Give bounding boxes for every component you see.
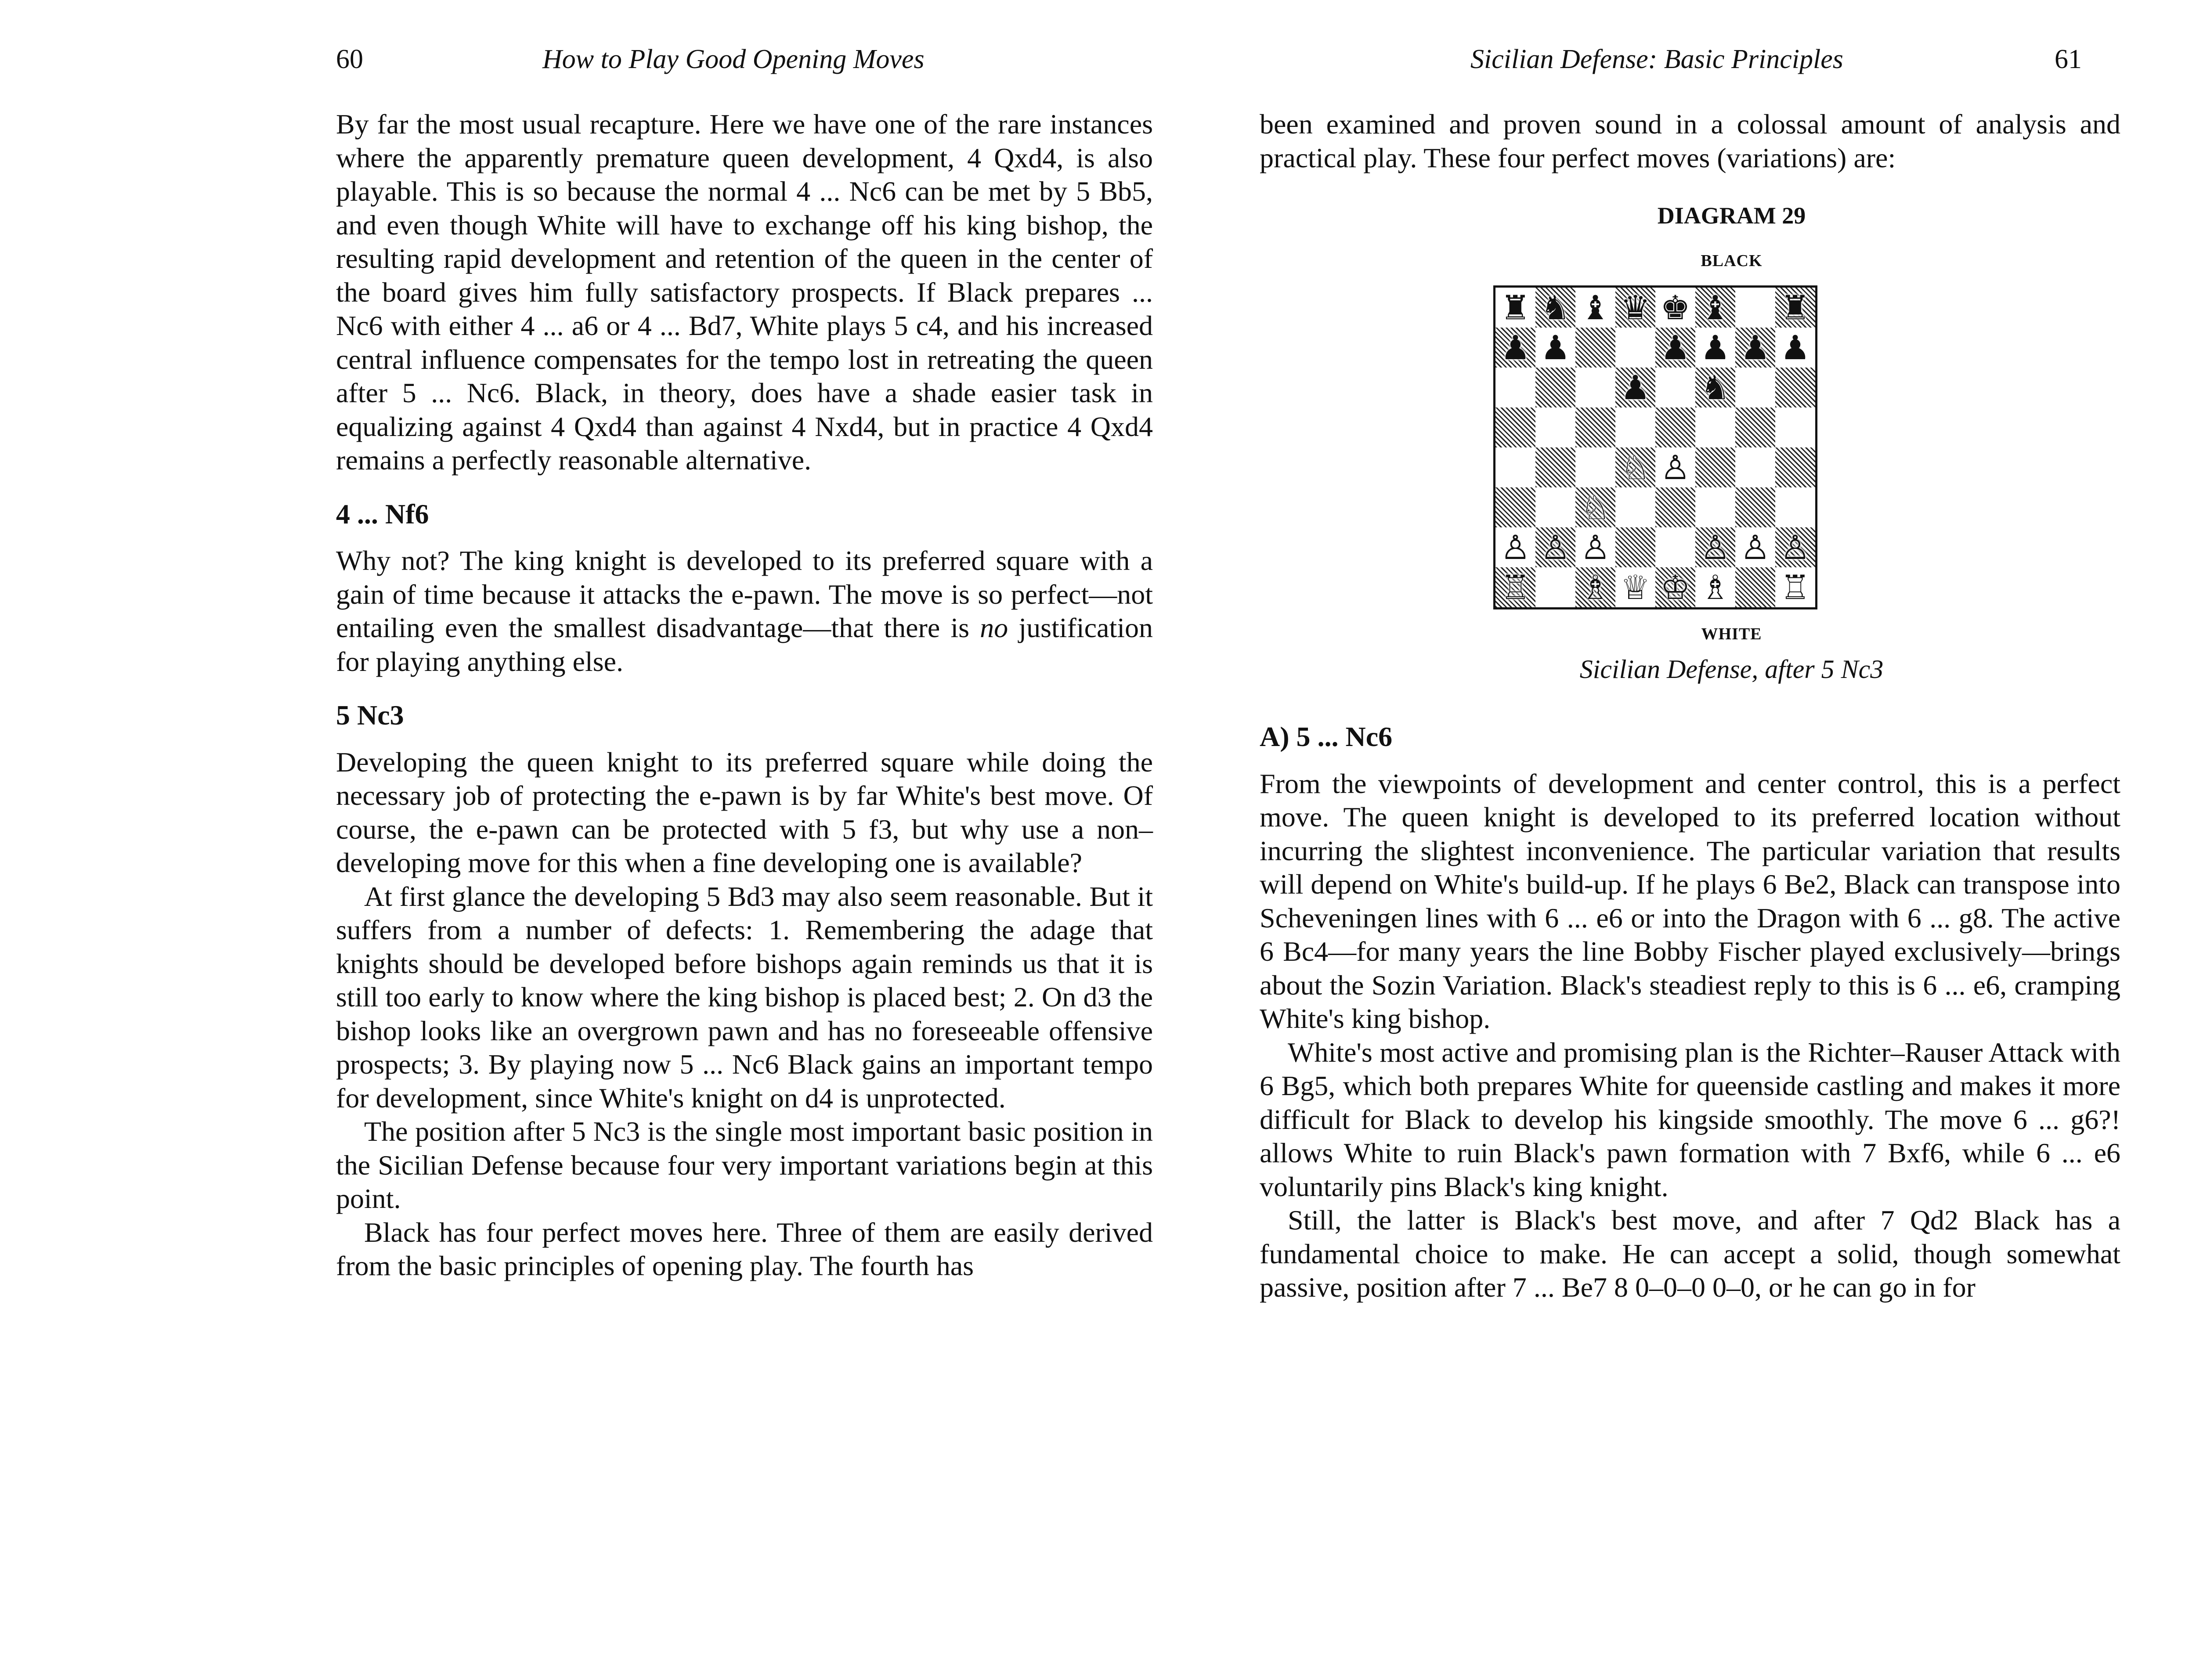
chess-piece: ♙ xyxy=(1700,527,1730,567)
diagram-caption: Sicilian Defense, after 5 Nc3 xyxy=(1579,655,1884,684)
chess-piece: ♘ xyxy=(1620,447,1651,487)
diagram-label-black: BLACK xyxy=(1701,252,1763,270)
square-c4 xyxy=(1575,447,1615,487)
square-e4 xyxy=(1655,447,1695,487)
square-a7 xyxy=(1495,328,1535,368)
chess-piece: ♝ xyxy=(1700,288,1730,327)
left-running-title: How to Play Good Opening Moves xyxy=(542,44,925,74)
paragraph-nc6-3: Still, the latter is Black's best move, and after 7 Qd2 Black has a fundamental choice to make. He can accept a solid, though somewhat passive, position after 7 ... Be7 8 0–0–0 0–0, or he can go in for xyxy=(1260,1204,2120,1303)
paragraph-recapture: By far the most usual recapture. Here we have one of the rare instances where the apparently premature queen development, 4 Qxd4, is also playable. This is so because the normal 4 ... Nc6 can be met by 5 Bb5, and even though White will have to exchange off his king bishop, the resulting rapid development and retention of the queen in the center of the board gives him fully satisfactory prospects. If Black prepares ... Nc6 with either 4 ... a6 or 4 ... Bd7, White plays 5 c4, and his increased central influence compensates for the tempo lost in retreating the queen after 5 ... Nc6. Black, in theory, does have a shade easier task in equalizing against 4 Qxd4 than against 4 Nxd4, but in practice 4 Qxd4 remains a perfectly reasonable alternative. xyxy=(336,108,1153,476)
square-g8 xyxy=(1735,288,1775,328)
square-d5 xyxy=(1615,407,1655,447)
paragraph-nf6: Why not? The king knight is developed to its preferred square with a gain of time because it attacks the e-pawn. The move is so perfect—not entailing even the smallest disadvantage—that there is no justification for playing anything else. xyxy=(336,545,1153,677)
chess-piece: ♙ xyxy=(1660,447,1690,487)
chess-piece: ♞ xyxy=(1700,368,1730,407)
square-d4 xyxy=(1615,447,1655,487)
chess-piece: ♞ xyxy=(1540,288,1571,327)
square-f7 xyxy=(1695,328,1735,368)
square-b8 xyxy=(1535,288,1575,328)
paragraph-nc3-3: The position after 5 Nc3 is the single most important basic position in the Sicilian Defense because four very important variations begin at this point. xyxy=(336,1116,1153,1214)
diagram-label-white: WHITE xyxy=(1701,625,1762,643)
right-running-title: Sicilian Defense: Basic Principles xyxy=(1470,44,1843,74)
square-d1 xyxy=(1615,567,1655,607)
diagram-title: DIAGRAM 29 xyxy=(1657,202,1806,229)
square-g6 xyxy=(1735,368,1775,407)
chess-piece: ♟ xyxy=(1500,328,1531,367)
chess-piece: ♙ xyxy=(1780,527,1810,567)
paragraph-nc3-4: Black has four perfect moves here. Three of them are easily derived from the basic principles of opening play. The fourth has xyxy=(336,1216,1153,1281)
square-c7 xyxy=(1575,328,1615,368)
square-g5 xyxy=(1735,407,1775,447)
square-d7 xyxy=(1615,328,1655,368)
chess-piece: ♟ xyxy=(1620,368,1651,407)
square-e2 xyxy=(1655,527,1695,567)
chess-piece: ♟ xyxy=(1700,328,1730,367)
square-g4 xyxy=(1735,447,1775,487)
square-h5 xyxy=(1775,407,1815,447)
square-e1 xyxy=(1655,567,1695,607)
square-d8 xyxy=(1615,288,1655,328)
chess-piece: ♕ xyxy=(1620,567,1651,607)
square-g3 xyxy=(1735,487,1775,527)
chess-piece: ♙ xyxy=(1500,527,1531,567)
square-c8 xyxy=(1575,288,1615,328)
square-d3 xyxy=(1615,487,1655,527)
paragraph-nc3-2: At first glance the developing 5 Bd3 may also seem reasonable. But it suffers from a number of defects: 1. Remembering the adage that knights should be developed before bishops again reminds us that it is still too early to know where the king bishop is placed best; 2. On d3 the bishop looks like an overgrown pawn and has no foreseeable offensive prospects; 3. By playing now 5 ... Nc6 Black gains an important tempo for development, since White's knight on d4 is unprotected. xyxy=(336,880,1153,1114)
chess-piece: ♙ xyxy=(1540,527,1571,567)
square-b6 xyxy=(1535,368,1575,407)
move-heading-nc6: A) 5 ... Nc6 xyxy=(1260,721,1393,752)
chess-board xyxy=(1493,285,1817,609)
square-a5 xyxy=(1495,407,1535,447)
square-f6 xyxy=(1695,368,1735,407)
square-f1 xyxy=(1695,567,1735,607)
square-h4 xyxy=(1775,447,1815,487)
square-h1 xyxy=(1775,567,1815,607)
square-b3 xyxy=(1535,487,1575,527)
square-f3 xyxy=(1695,487,1735,527)
left-folio: 60 xyxy=(336,44,363,74)
chess-piece: ♖ xyxy=(1500,567,1531,607)
chess-piece: ♜ xyxy=(1780,288,1810,327)
square-b2 xyxy=(1535,527,1575,567)
paragraph-intro: been examined and proven sound in a colossal amount of analysis and practical play. These four perfect moves (variations) are: xyxy=(1260,108,2120,173)
chess-piece: ♝ xyxy=(1580,288,1611,327)
square-f4 xyxy=(1695,447,1735,487)
paragraph-nc6-1: From the viewpoints of development and center control, this is a perfect move. The queen knight is developed to its preferred location without incurring the slightest inconvenience. The particular variation that results will depend on White's build-up. If he plays 6 Be2, Black can transpose into Scheveningen lines with 6 ... e6 or into the Dragon with 6 ... g8. The active 6 Bc4—for many years the line Bobby Fischer played exclusively—brings about the Sozin Variation. Black's steadiest reply to this is 6 ... e6, cramping White's king bishop. xyxy=(1260,768,2120,1034)
chess-piece: ♟ xyxy=(1660,328,1690,367)
chess-piece: ♟ xyxy=(1540,328,1571,367)
chess-piece: ♚ xyxy=(1660,288,1690,327)
square-f5 xyxy=(1695,407,1735,447)
chess-piece: ♟ xyxy=(1780,328,1810,367)
right-intro-block xyxy=(1260,108,2120,175)
square-b1 xyxy=(1535,567,1575,607)
chess-piece: ♙ xyxy=(1580,527,1611,567)
chess-piece: ♟ xyxy=(1740,328,1770,367)
square-c5 xyxy=(1575,407,1615,447)
square-a6 xyxy=(1495,368,1535,407)
square-h8 xyxy=(1775,288,1815,328)
square-b7 xyxy=(1535,328,1575,368)
square-g1 xyxy=(1735,567,1775,607)
right-text-block xyxy=(1260,720,2120,1305)
square-f2 xyxy=(1695,527,1735,567)
move-heading-nc3: 5 Nc3 xyxy=(336,699,404,731)
paragraph-nc3-1: Developing the queen knight to its preferred square while doing the necessary job of protecting the e-pawn is by far White's best move. Of course, the e-pawn can be protected with 5 f3, but why use a non–developing move for this when a fine developing one is available? xyxy=(336,746,1153,878)
square-h7 xyxy=(1775,328,1815,368)
chess-piece: ♛ xyxy=(1620,288,1651,327)
chess-piece: ♜ xyxy=(1500,288,1531,327)
square-e7 xyxy=(1655,328,1695,368)
chess-piece: ♔ xyxy=(1660,567,1690,607)
chess-piece: ♖ xyxy=(1780,567,1810,607)
chess-piece: ♗ xyxy=(1700,567,1730,607)
square-e3 xyxy=(1655,487,1695,527)
square-b4 xyxy=(1535,447,1575,487)
chess-piece: ♙ xyxy=(1740,527,1770,567)
square-e6 xyxy=(1655,368,1695,407)
square-a8 xyxy=(1495,288,1535,328)
square-h2 xyxy=(1775,527,1815,567)
square-h6 xyxy=(1775,368,1815,407)
right-page xyxy=(1154,0,2196,1680)
square-d6 xyxy=(1615,368,1655,407)
chess-piece: ♘ xyxy=(1580,487,1611,527)
square-f8 xyxy=(1695,288,1735,328)
square-g2 xyxy=(1735,527,1775,567)
square-d2 xyxy=(1615,527,1655,567)
chess-piece: ♗ xyxy=(1580,567,1611,607)
square-a1 xyxy=(1495,567,1535,607)
square-b5 xyxy=(1535,407,1575,447)
square-c3 xyxy=(1575,487,1615,527)
square-c6 xyxy=(1575,368,1615,407)
square-g7 xyxy=(1735,328,1775,368)
right-folio: 61 xyxy=(2055,44,2082,74)
square-e8 xyxy=(1655,288,1695,328)
square-c2 xyxy=(1575,527,1615,567)
move-heading-nf6: 4 ... Nf6 xyxy=(336,498,429,530)
paragraph-nc6-2: White's most active and promising plan is the Richter–Rauser Attack with 6 Bg5, which both prepares White for queenside castling and makes it more difficult for Black to develop his kingside smoothly. The move 6 ... g6?! allows White to ruin Black's pawn formation with 7 Bxf6, while 6 ... e6 voluntarily pins Black's king knight. xyxy=(1260,1036,2120,1202)
square-a2 xyxy=(1495,527,1535,567)
square-a3 xyxy=(1495,487,1535,527)
square-a4 xyxy=(1495,447,1535,487)
square-e5 xyxy=(1655,407,1695,447)
square-c1 xyxy=(1575,567,1615,607)
left-text-block xyxy=(336,108,1153,1283)
square-h3 xyxy=(1775,487,1815,527)
